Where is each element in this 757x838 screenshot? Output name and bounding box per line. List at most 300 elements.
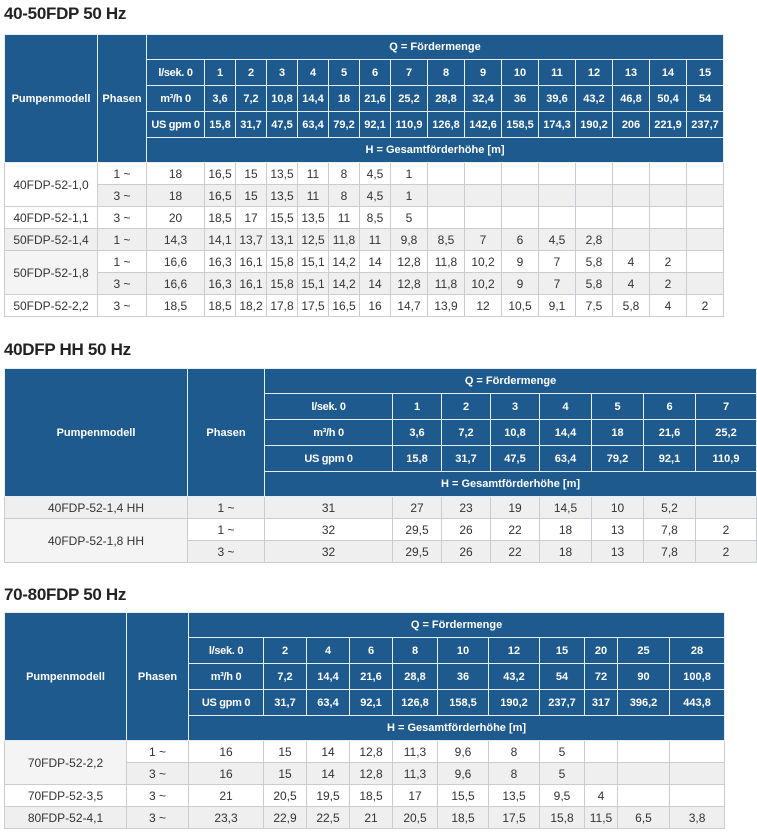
head-value: 17,8 — [267, 295, 298, 317]
flow-value: 15 — [540, 638, 585, 664]
head-value: 11 — [298, 185, 329, 207]
head-value: 10,2 — [465, 273, 502, 295]
flow-value: 8 — [393, 638, 438, 664]
head-value: 14 — [307, 763, 350, 785]
head-value — [650, 207, 687, 229]
unit-label: l/sek. 0 — [265, 394, 393, 420]
flow-value: 14,4 — [307, 664, 350, 690]
flow-value: 31,7 — [442, 446, 491, 472]
head-value: 9,5 — [540, 785, 585, 807]
flow-value: 25 — [618, 638, 670, 664]
head-value: 17 — [393, 785, 438, 807]
head-value: 20,5 — [393, 807, 438, 829]
head-value: 12,8 — [391, 251, 428, 273]
head-value: 8 — [489, 741, 540, 763]
head-value — [576, 163, 613, 185]
flow-value: 43,2 — [576, 86, 613, 112]
head-value: 5,8 — [576, 273, 613, 295]
phase-cell: 1 ~ — [98, 163, 147, 185]
head-value: 4,5 — [360, 185, 391, 207]
head-value: 18,5 — [350, 785, 393, 807]
head-value: 3,8 — [670, 807, 725, 829]
unit-label: m³/h 0 — [265, 420, 393, 446]
head-value: 7,8 — [644, 541, 696, 563]
model-column-header: Pumpenmodell — [5, 613, 127, 741]
head-value: 5,8 — [576, 251, 613, 273]
head-value: 6 — [502, 229, 539, 251]
head-value: 5 — [540, 763, 585, 785]
head-value: 7 — [539, 251, 576, 273]
head-value: 16,1 — [236, 273, 267, 295]
head-value: 14,3 — [147, 229, 205, 251]
head-value — [502, 163, 539, 185]
head-value: 11,8 — [428, 251, 465, 273]
head-value — [670, 763, 725, 785]
flow-value: 5 — [592, 394, 644, 420]
head-value — [613, 207, 650, 229]
head-value: 29,5 — [393, 541, 442, 563]
head-value: 1 — [391, 185, 428, 207]
head-value: 15 — [264, 741, 307, 763]
head-value: 11,3 — [393, 763, 438, 785]
head-value: 15,8 — [267, 273, 298, 295]
head-value: 17 — [236, 207, 267, 229]
flow-value: 39,6 — [539, 86, 576, 112]
flow-value: 3,6 — [205, 86, 236, 112]
head-value: 16,3 — [205, 251, 236, 273]
head-value: 2,8 — [576, 229, 613, 251]
head-value — [687, 163, 724, 185]
head-value: 18 — [540, 541, 592, 563]
head-value — [585, 741, 618, 763]
head-value: 15,8 — [540, 807, 585, 829]
flow-value: 100,8 — [670, 664, 725, 690]
flow-value: 11 — [539, 60, 576, 86]
head-value — [539, 185, 576, 207]
head-value: 15,1 — [298, 251, 329, 273]
head-value: 11,3 — [393, 741, 438, 763]
flow-value: 28,8 — [393, 664, 438, 690]
flow-value: 2 — [264, 638, 307, 664]
flow-value: 190,2 — [489, 690, 540, 716]
head-value: 15,8 — [267, 251, 298, 273]
head-value: 7,8 — [644, 519, 696, 541]
head-value — [618, 741, 670, 763]
head-value: 11,8 — [329, 229, 360, 251]
model-name: 70FDP-52-3,5 — [5, 785, 127, 807]
head-value: 9,1 — [539, 295, 576, 317]
flow-value: 20 — [585, 638, 618, 664]
head-value: 10,5 — [502, 295, 539, 317]
flow-value: 72 — [585, 664, 618, 690]
head-value — [618, 785, 670, 807]
flow-value: 63,4 — [307, 690, 350, 716]
performance-table — [4, 612, 725, 829]
head-value: 14 — [360, 273, 391, 295]
head-value: 4,5 — [360, 163, 391, 185]
head-value: 11,8 — [428, 273, 465, 295]
head-value: 5,2 — [644, 497, 696, 519]
head-value: 10,2 — [465, 251, 502, 273]
head-value: 13 — [592, 519, 644, 541]
model-name: 50FDP-52-1,4 — [5, 229, 98, 251]
flow-value: 14,4 — [298, 86, 329, 112]
head-value: 18,2 — [236, 295, 267, 317]
flow-value: 10,8 — [491, 420, 540, 446]
flow-value: 142,6 — [465, 112, 502, 138]
head-value: 13 — [592, 541, 644, 563]
head-value: 2 — [650, 251, 687, 273]
head-value — [650, 185, 687, 207]
flow-value: 18 — [592, 420, 644, 446]
head-value: 15 — [236, 163, 267, 185]
head-value: 8,5 — [360, 207, 391, 229]
head-value: 4 — [585, 785, 618, 807]
model-column-header: Pumpenmodell — [5, 35, 98, 163]
flow-value: 237,7 — [540, 690, 585, 716]
head-value: 9,8 — [391, 229, 428, 251]
flow-value: 12 — [576, 60, 613, 86]
head-value: 17,5 — [298, 295, 329, 317]
phase-cell: 3 ~ — [98, 207, 147, 229]
flow-value: 63,4 — [540, 446, 592, 472]
phase-column-header: Phasen — [188, 369, 265, 497]
flow-value: 21,6 — [350, 664, 393, 690]
head-value: 11 — [360, 229, 391, 251]
head-value — [613, 229, 650, 251]
head-value — [618, 763, 670, 785]
head-value: 22,5 — [307, 807, 350, 829]
head-value: 15 — [236, 185, 267, 207]
section-title: 40DFP HH 50 Hz — [4, 340, 131, 359]
flow-value: 79,2 — [592, 446, 644, 472]
flow-value: 21,6 — [644, 420, 696, 446]
flow-value: 36 — [502, 86, 539, 112]
flow-value: 46,8 — [613, 86, 650, 112]
flow-value: 28,8 — [428, 86, 465, 112]
flow-value: 13 — [613, 60, 650, 86]
flow-value: 92,1 — [350, 690, 393, 716]
flow-value: 126,8 — [428, 112, 465, 138]
head-value: 2 — [687, 295, 724, 317]
head-value — [465, 207, 502, 229]
flow-value: 9 — [465, 60, 502, 86]
flow-value: 158,5 — [502, 112, 539, 138]
flow-value: 206 — [613, 112, 650, 138]
head-value: 14 — [307, 741, 350, 763]
flow-value: 1 — [205, 60, 236, 86]
head-value: 16 — [189, 741, 264, 763]
phase-cell: 1 ~ — [127, 741, 189, 763]
flow-value: 7 — [391, 60, 428, 86]
head-value — [687, 185, 724, 207]
head-value: 12,8 — [391, 273, 428, 295]
head-value: 19,5 — [307, 785, 350, 807]
head-value: 17,5 — [489, 807, 540, 829]
flow-value: 174,3 — [539, 112, 576, 138]
head-value: 18 — [147, 185, 205, 207]
head-value — [428, 185, 465, 207]
head-value: 14,1 — [205, 229, 236, 251]
head-value: 8 — [329, 185, 360, 207]
flow-value: 14 — [650, 60, 687, 86]
head-value: 18,5 — [205, 295, 236, 317]
flow-value: 1 — [393, 394, 442, 420]
head-value: 15 — [264, 763, 307, 785]
head-value: 18,5 — [205, 207, 236, 229]
phase-cell: 3 ~ — [127, 785, 189, 807]
head-value: 16 — [189, 763, 264, 785]
head-header: H = Gesamtförderhöhe [m] — [147, 138, 724, 163]
head-value — [687, 229, 724, 251]
head-value: 22,9 — [264, 807, 307, 829]
head-value — [687, 207, 724, 229]
head-value: 11 — [298, 163, 329, 185]
head-value: 16,5 — [205, 163, 236, 185]
phase-cell: 1 ~ — [98, 229, 147, 251]
head-value: 20,5 — [264, 785, 307, 807]
flow-value: 2 — [236, 60, 267, 86]
head-value: 12 — [465, 295, 502, 317]
phase-cell: 3 ~ — [127, 763, 189, 785]
head-value: 11,5 — [585, 807, 618, 829]
head-value: 15,5 — [267, 207, 298, 229]
head-value: 7 — [539, 273, 576, 295]
head-value: 32 — [265, 519, 393, 541]
head-value: 2 — [696, 541, 757, 563]
phase-cell: 3 ~ — [127, 807, 189, 829]
flow-value: 14,4 — [540, 420, 592, 446]
head-value — [650, 229, 687, 251]
flow-value: 396,2 — [618, 690, 670, 716]
flow-value: 3,6 — [393, 420, 442, 446]
flow-value: 25,2 — [391, 86, 428, 112]
flow-value: 7,2 — [236, 86, 267, 112]
head-value: 23 — [442, 497, 491, 519]
flow-value: 190,2 — [576, 112, 613, 138]
flow-value: 79,2 — [329, 112, 360, 138]
head-value: 18 — [540, 519, 592, 541]
flow-value: 50,4 — [650, 86, 687, 112]
head-value: 7,5 — [576, 295, 613, 317]
head-value — [465, 163, 502, 185]
phase-column-header: Phasen — [127, 613, 189, 741]
model-column-header: Pumpenmodell — [5, 369, 188, 497]
head-value: 12,5 — [298, 229, 329, 251]
head-value: 5 — [540, 741, 585, 763]
head-value: 9,6 — [438, 763, 489, 785]
head-value: 16,3 — [205, 273, 236, 295]
head-value: 9 — [502, 251, 539, 273]
head-value — [502, 185, 539, 207]
head-value: 19 — [491, 497, 540, 519]
head-value: 18,5 — [147, 295, 205, 317]
model-name: 40FDP-52-1,4 HH — [5, 497, 188, 519]
flow-value: 90 — [618, 664, 670, 690]
head-value — [465, 185, 502, 207]
head-value — [539, 207, 576, 229]
unit-label: US gpm 0 — [265, 446, 393, 472]
flow-value: 18 — [329, 86, 360, 112]
head-value: 26 — [442, 541, 491, 563]
phase-column-header: Phasen — [98, 35, 147, 163]
head-value: 9 — [502, 273, 539, 295]
unit-label: m³/h 0 — [147, 86, 205, 112]
head-value: 16,5 — [205, 185, 236, 207]
unit-label: US gpm 0 — [147, 112, 205, 138]
flow-value: 4 — [298, 60, 329, 86]
flow-value: 4 — [307, 638, 350, 664]
head-value — [428, 163, 465, 185]
head-value: 18,5 — [438, 807, 489, 829]
unit-label: m³/h 0 — [189, 664, 264, 690]
head-value: 13,5 — [489, 785, 540, 807]
head-value — [670, 785, 725, 807]
flow-value: 110,9 — [391, 112, 428, 138]
flow-value: 6 — [350, 638, 393, 664]
head-value: 15,5 — [438, 785, 489, 807]
flow-value: 7,2 — [442, 420, 491, 446]
head-value: 14,2 — [329, 273, 360, 295]
head-value: 14,2 — [329, 251, 360, 273]
head-value: 26 — [442, 519, 491, 541]
head-value: 32 — [265, 541, 393, 563]
head-value: 4,5 — [539, 229, 576, 251]
flow-value: 54 — [540, 664, 585, 690]
flow-value: 4 — [540, 394, 592, 420]
flow-value: 237,7 — [687, 112, 724, 138]
head-value: 27 — [393, 497, 442, 519]
flow-value: 221,9 — [650, 112, 687, 138]
head-value: 12,8 — [350, 741, 393, 763]
flow-value: 15,8 — [393, 446, 442, 472]
flow-value: 32,4 — [465, 86, 502, 112]
head-value — [696, 497, 757, 519]
flow-value: 10 — [438, 638, 489, 664]
flow-header: Q = Fördermenge — [265, 369, 757, 394]
head-value — [613, 185, 650, 207]
head-value: 13,7 — [236, 229, 267, 251]
model-name: 50FDP-52-1,8 — [5, 251, 98, 295]
flow-value: 47,5 — [491, 446, 540, 472]
head-value: 8,5 — [428, 229, 465, 251]
head-value — [576, 207, 613, 229]
head-value — [539, 163, 576, 185]
head-header: H = Gesamtförderhöhe [m] — [189, 716, 725, 741]
head-value — [670, 741, 725, 763]
phase-cell: 1 ~ — [98, 251, 147, 273]
head-value: 12,8 — [350, 763, 393, 785]
flow-value: 7 — [696, 394, 757, 420]
head-value: 21 — [350, 807, 393, 829]
phase-cell: 3 ~ — [98, 295, 147, 317]
flow-value: 126,8 — [393, 690, 438, 716]
flow-value: 443,8 — [670, 690, 725, 716]
unit-label: l/sek. 0 — [147, 60, 205, 86]
flow-value: 31,7 — [236, 112, 267, 138]
flow-value: 47,5 — [267, 112, 298, 138]
head-value — [650, 163, 687, 185]
head-value — [576, 185, 613, 207]
phase-cell: 3 ~ — [188, 541, 265, 563]
head-value: 18 — [147, 163, 205, 185]
section-title: 40-50FDP 50 Hz — [4, 4, 127, 23]
head-value: 4 — [613, 251, 650, 273]
head-value: 13,5 — [298, 207, 329, 229]
head-value — [585, 763, 618, 785]
flow-value: 110,9 — [696, 446, 757, 472]
head-value: 13,9 — [428, 295, 465, 317]
head-value: 2 — [650, 273, 687, 295]
head-value: 4 — [650, 295, 687, 317]
flow-value: 28 — [670, 638, 725, 664]
head-value: 1 — [391, 163, 428, 185]
flow-value: 10,8 — [267, 86, 298, 112]
head-value: 13,5 — [267, 185, 298, 207]
flow-value: 36 — [438, 664, 489, 690]
flow-value: 5 — [329, 60, 360, 86]
phase-cell: 1 ~ — [188, 497, 265, 519]
head-value: 16,6 — [147, 273, 205, 295]
flow-value: 3 — [267, 60, 298, 86]
model-name: 40FDP-52-1,0 — [5, 163, 98, 207]
section-title: 70-80FDP 50 Hz — [4, 585, 127, 604]
flow-value: 21,6 — [360, 86, 391, 112]
model-name: 40FDP-52-1,1 — [5, 207, 98, 229]
head-value — [428, 207, 465, 229]
head-value: 6,5 — [618, 807, 670, 829]
flow-value: 10 — [502, 60, 539, 86]
head-value: 8 — [329, 163, 360, 185]
head-value: 31 — [265, 497, 393, 519]
flow-value: 2 — [442, 394, 491, 420]
head-header: H = Gesamtförderhöhe [m] — [265, 472, 757, 497]
flow-value: 43,2 — [489, 664, 540, 690]
model-name: 70FDP-52-2,2 — [5, 741, 127, 785]
head-value: 14,5 — [540, 497, 592, 519]
head-value: 16,6 — [147, 251, 205, 273]
head-value — [502, 207, 539, 229]
head-value: 16 — [360, 295, 391, 317]
flow-value: 25,2 — [696, 420, 757, 446]
flow-value: 6 — [360, 60, 391, 86]
head-value: 2 — [696, 519, 757, 541]
head-value: 5,8 — [613, 295, 650, 317]
head-value: 11 — [329, 207, 360, 229]
head-value: 14,7 — [391, 295, 428, 317]
flow-value: 63,4 — [298, 112, 329, 138]
head-value: 5 — [391, 207, 428, 229]
head-value: 29,5 — [393, 519, 442, 541]
unit-label: l/sek. 0 — [189, 638, 264, 664]
head-value: 4 — [613, 273, 650, 295]
head-value: 21 — [189, 785, 264, 807]
head-value — [687, 273, 724, 295]
head-value: 22 — [491, 541, 540, 563]
head-value: 16,1 — [236, 251, 267, 273]
flow-value: 7,2 — [264, 664, 307, 690]
flow-value: 8 — [428, 60, 465, 86]
flow-value: 54 — [687, 86, 724, 112]
model-name: 50FDP-52-2,2 — [5, 295, 98, 317]
flow-header: Q = Fördermenge — [147, 35, 724, 60]
flow-value: 3 — [491, 394, 540, 420]
flow-value: 31,7 — [264, 690, 307, 716]
model-name: 40FDP-52-1,8 HH — [5, 519, 188, 563]
head-value: 13,5 — [267, 163, 298, 185]
head-value: 8 — [489, 763, 540, 785]
head-value: 15,1 — [298, 273, 329, 295]
